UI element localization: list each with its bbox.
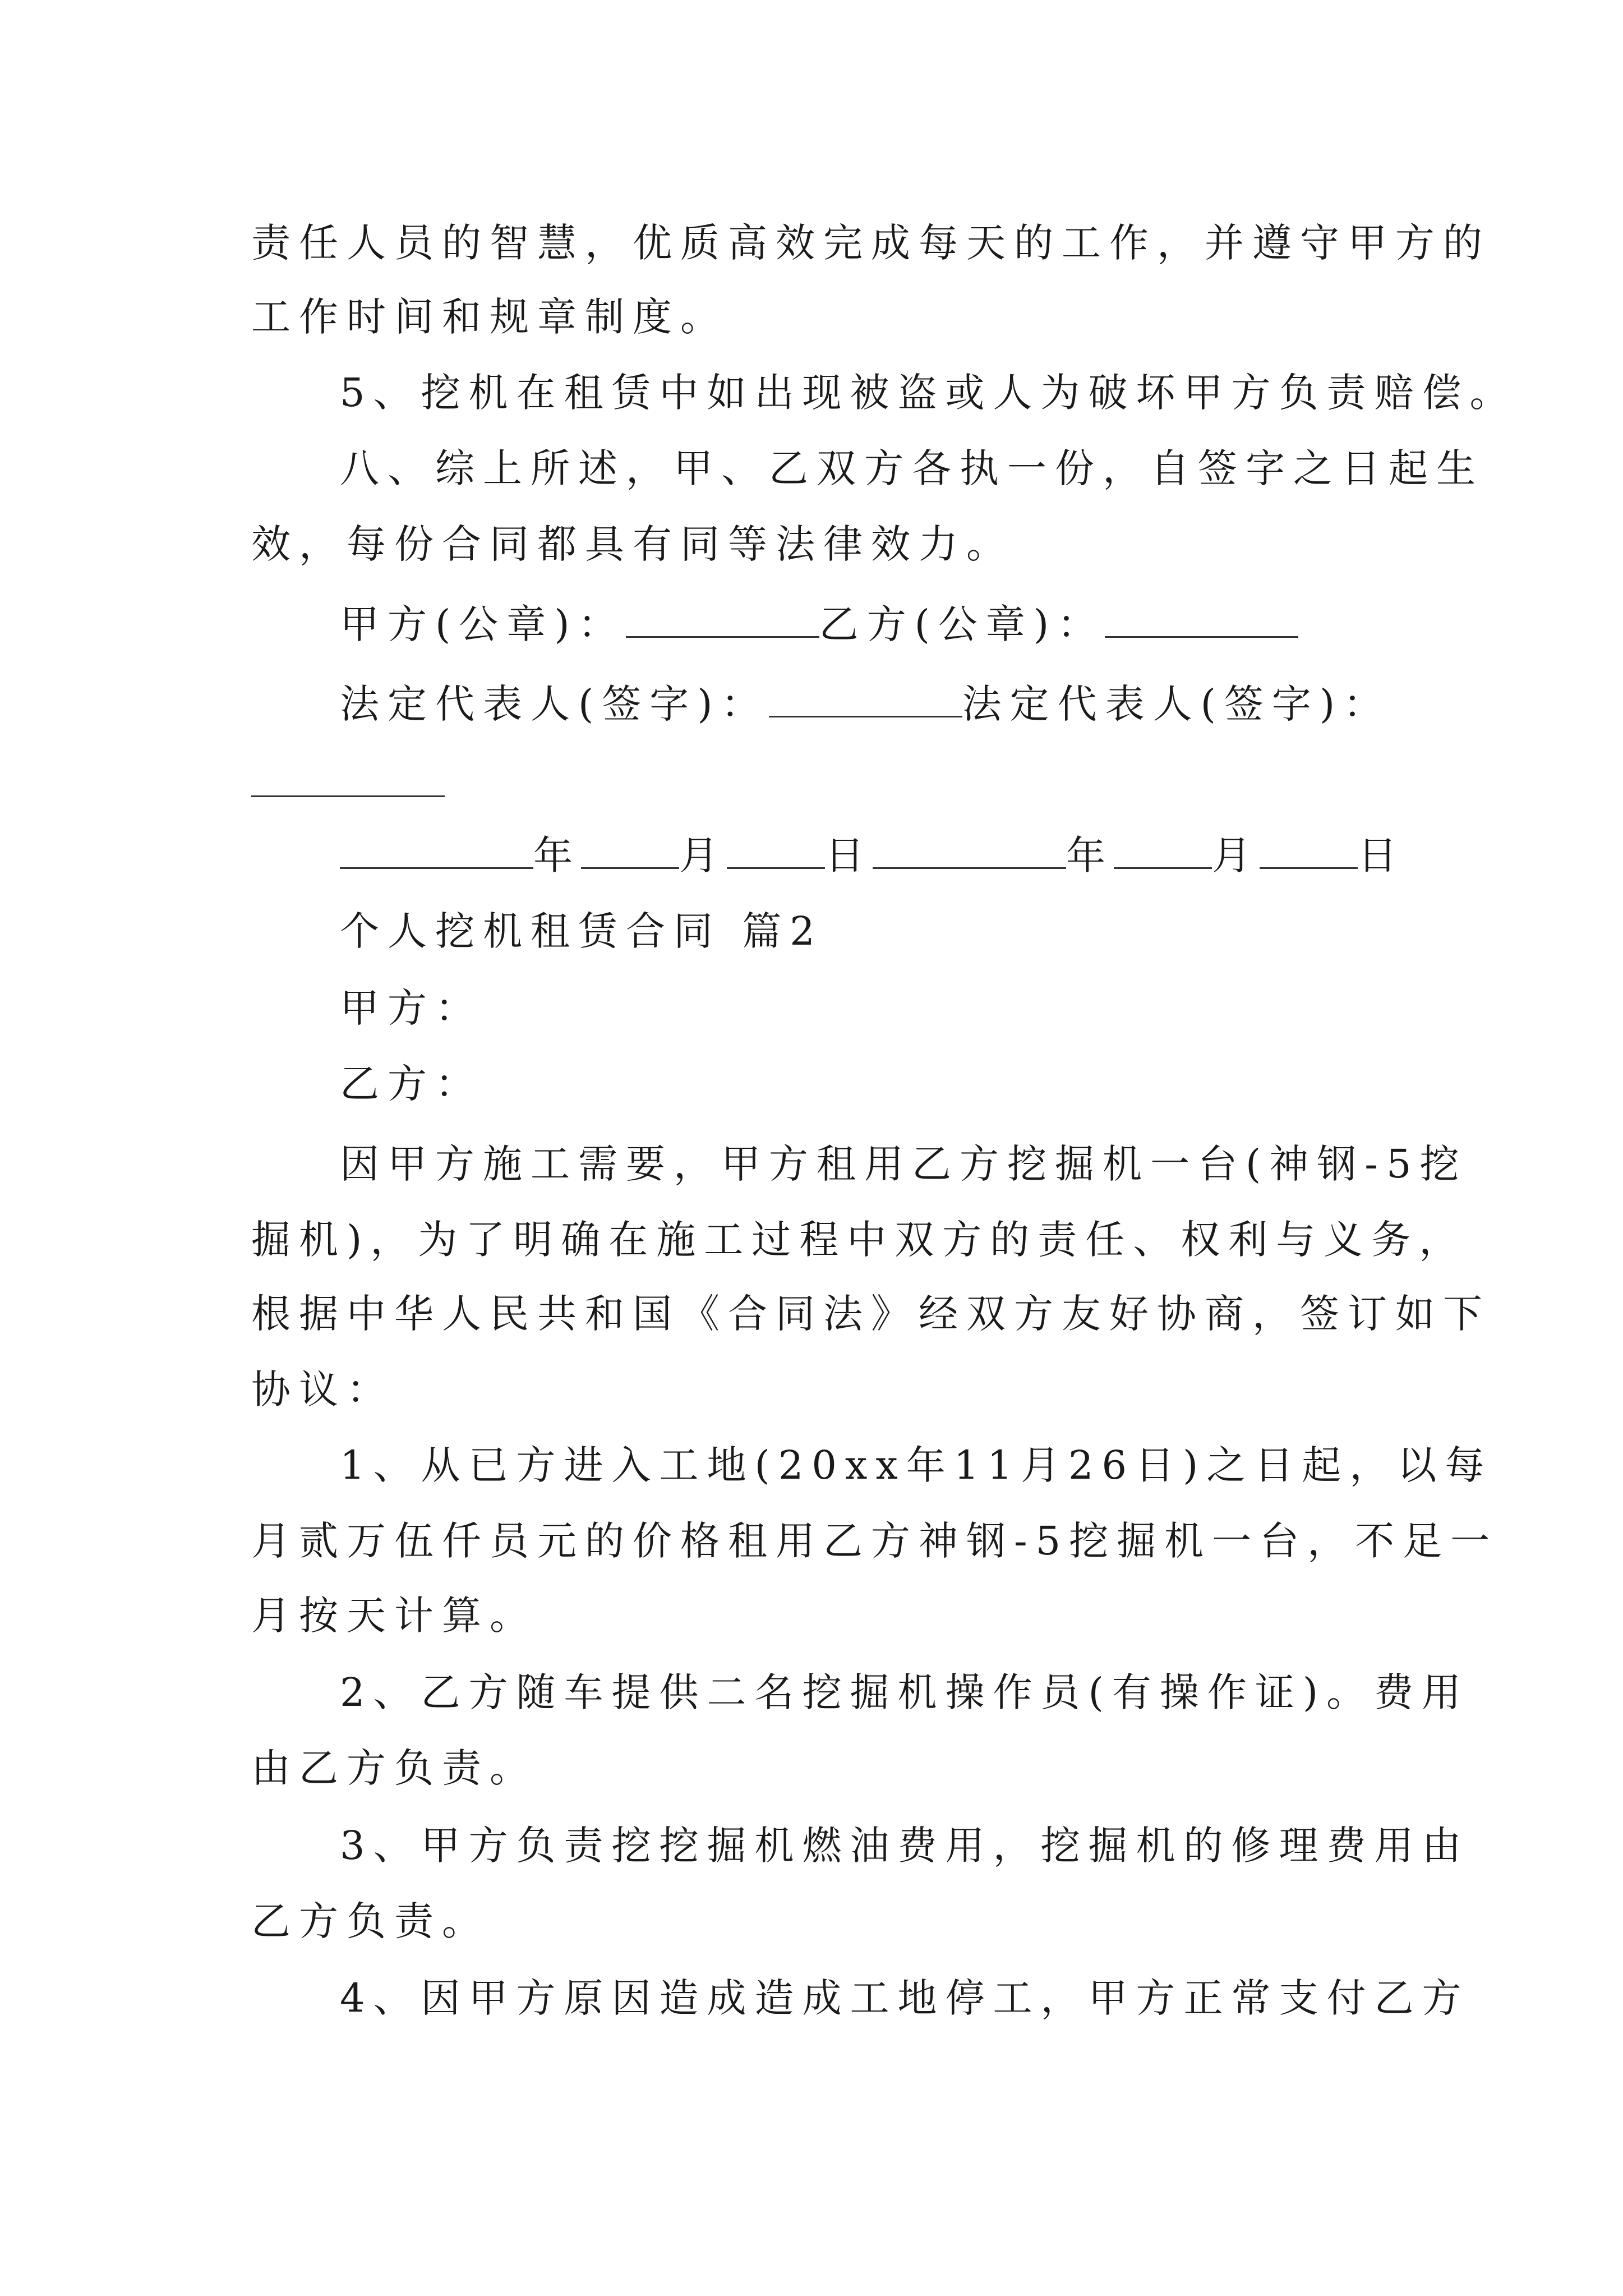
year-b-blank (873, 832, 1066, 869)
rep-a-blank (769, 681, 962, 717)
paragraph-line: 乙方负责。 (251, 1898, 490, 1944)
day-a-blank (727, 832, 825, 869)
month-b-label: 月 (1212, 832, 1260, 878)
party-a-label: 甲方： (340, 985, 483, 1031)
party-b-seal-blank (1105, 601, 1298, 638)
paragraph-line: 1、从已方进入工地(20xx年11月26日)之日起，以每 (340, 1442, 1493, 1488)
paragraph-line: 八、综上所述，甲、乙双方各执一份，自签字之日起生 (340, 445, 1484, 491)
party-a-seal-label: 甲方(公章)： (340, 601, 626, 647)
party-a-seal-blank (626, 601, 819, 638)
rep-b-label: 法定代表人(签字)： (962, 681, 1391, 727)
paragraph-line: 3、甲方负责挖挖掘机燃油费用，挖掘机的修理费用由 (340, 1823, 1470, 1869)
party-b-label: 乙方： (340, 1061, 483, 1107)
paragraph-line: 4、因甲方原因造成造成工地停工，甲方正常支付乙方 (340, 1975, 1470, 2021)
paragraph-line: 因甲方施工需要，甲方租用乙方挖掘机一台(神钢-5挖 (340, 1141, 1468, 1187)
paragraph-line: 月贰万伍仟员元的价格租用乙方神钢-5挖掘机一台，不足一 (251, 1518, 1498, 1564)
section-title: 个人挖机租赁合同 篇2 (340, 908, 823, 954)
day-a-label: 日 (825, 832, 873, 878)
paragraph-line: 掘机)，为了明确在施工过程中双方的责任、权利与义务， (251, 1217, 1467, 1263)
rep-b-blank (251, 795, 445, 797)
month-b-blank (1114, 832, 1212, 869)
month-a-label: 月 (679, 832, 727, 878)
paragraph-line: 月按天计算。 (251, 1593, 537, 1639)
seal-line (340, 599, 1298, 650)
year-b-label: 年 (1066, 832, 1114, 878)
paragraph-line: 效，每份合同都具有同等法律效力。 (251, 521, 1014, 567)
paragraph-line: 根据中华人民共和国《合同法》经双方友好协商，签订如下 (251, 1291, 1491, 1337)
paragraph-line: 由乙方负责。 (251, 1745, 537, 1791)
paragraph-line: 协议： (251, 1366, 394, 1412)
day-b-label: 日 (1358, 832, 1405, 878)
paragraph-line: 5、挖机在租赁中如出现被盗或人为破坏甲方负责赔偿。 (340, 370, 1518, 416)
paragraph-line: 2、乙方随车提供二名挖掘机操作员(有操作证)。费用 (340, 1669, 1470, 1715)
paragraph-line: 工作时间和规章制度。 (251, 294, 728, 340)
paragraph-line: 责任人员的智慧，优质高效完成每天的工作，并遵守甲方的 (251, 220, 1491, 266)
date-line (340, 830, 1405, 881)
day-b-blank (1260, 832, 1358, 869)
rep-a-label: 法定代表人(签字)： (340, 681, 769, 727)
party-b-seal-label: 乙方(公章)： (819, 601, 1105, 647)
month-a-blank (581, 832, 679, 869)
year-a-blank (340, 832, 533, 869)
year-a-label: 年 (533, 832, 581, 878)
representative-line (340, 679, 1391, 729)
